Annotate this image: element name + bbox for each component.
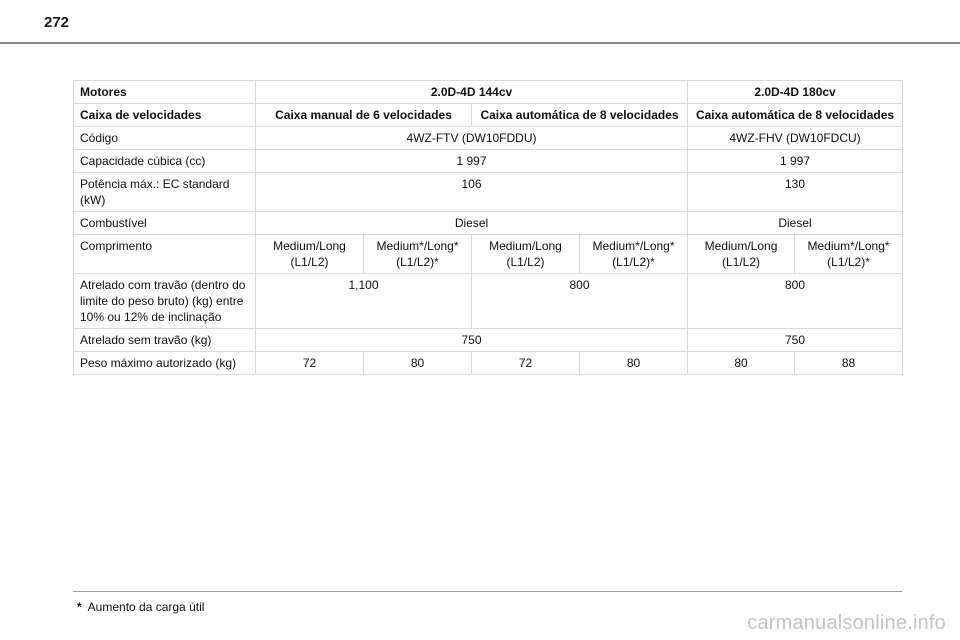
table-cell: Diesel [688,212,903,235]
table-cell: 4WZ-FHV (DW10FDCU) [688,127,903,150]
table-cell [580,235,688,274]
table-cell: 800 [472,274,688,329]
engine-specifications-table [73,80,903,375]
row-label-atrelado-sem-travao: Atrelado sem travão (kg) [74,329,256,352]
row-label-atrelado-com-travao: Atrelado com travão (dentro do limite do peso bruto) (kg) entre 10% ou 12% de inclinação [74,274,256,329]
table-row-potencia [74,173,903,212]
row-label-comprimento: Comprimento [74,235,256,274]
table-cell: 80 [688,352,795,375]
table-cell: 1,100 [256,274,472,329]
cell-line: Medium*/Long* [376,239,459,253]
cell-line: Medium/Long [704,239,778,253]
row-label-gearbox: Caixa de velocidades [74,104,256,127]
cell-line: (L1/L2) [506,255,545,269]
table-cell: 130 [688,173,903,212]
table-row-codigo [74,127,903,150]
table-row-combustivel [74,212,903,235]
table-cell: 800 [688,274,903,329]
header-divider [0,42,960,44]
table-cell: 72 [256,352,364,375]
cell-line: (L1/L2)* [612,255,655,269]
table-cell: 750 [256,329,688,352]
footnote-text: Aumento da carga útil [87,600,205,614]
gearbox-manual-6: Caixa manual de 6 velocidades [256,104,472,127]
table-cell: 80 [364,352,472,375]
table-cell: 1 997 [688,150,903,173]
watermark: carmanualsonline.info [747,612,946,634]
table-cell [472,235,580,274]
cell-line: (L1/L2)* [827,255,870,269]
table-row-atrelado-com-travao [74,274,903,329]
cell-line: (L1/L2) [290,255,329,269]
cell-line: (L1/L2)* [396,255,439,269]
table-row-comprimento [74,235,903,274]
table-cell: 88 [795,352,903,375]
footnote [77,600,204,614]
gearbox-auto-8-a: Caixa automática de 8 velocidades [472,104,688,127]
table-cell: 750 [688,329,903,352]
table-cell: 4WZ-FTV (DW10FDDU) [256,127,688,150]
footnote-symbol: * [77,600,82,614]
table-cell: 72 [472,352,580,375]
table-cell: Diesel [256,212,688,235]
table-cell: 80 [580,352,688,375]
page-number: 272 [44,14,70,31]
table-cell: 106 [256,173,688,212]
table-cell: 1 997 [256,150,688,173]
table-cell [364,235,472,274]
cell-line: (L1/L2) [722,255,761,269]
gearbox-auto-8-b: Caixa automática de 8 velocidades [688,104,903,127]
row-label-motores: Motores [74,81,256,104]
cell-line: Medium*/Long* [807,239,890,253]
row-label-codigo: Código [74,127,256,150]
table-cell [256,235,364,274]
cell-line: Medium/Long [489,239,562,253]
row-label-combustivel: Combustível [74,212,256,235]
engine-a-header: 2.0D-4D 144cv [256,81,688,104]
table-row-gearbox [74,104,903,127]
engine-b-header: 2.0D-4D 180cv [688,81,903,104]
table-row-atrelado-sem-travao [74,329,903,352]
table-row-capacidade [74,150,903,173]
footer-divider [73,591,902,592]
row-label-capacidade: Capacidade cúbica (cc) [74,150,256,173]
table-row-motores [74,81,903,104]
cell-line: Medium*/Long* [592,239,675,253]
table-cell [688,235,795,274]
table-row-peso [74,352,903,375]
row-label-potencia: Potência máx.: EC standard (kW) [74,173,256,212]
cell-line: Medium/Long [273,239,346,253]
row-label-peso: Peso máximo autorizado (kg) [74,352,256,375]
table-cell [795,235,903,274]
